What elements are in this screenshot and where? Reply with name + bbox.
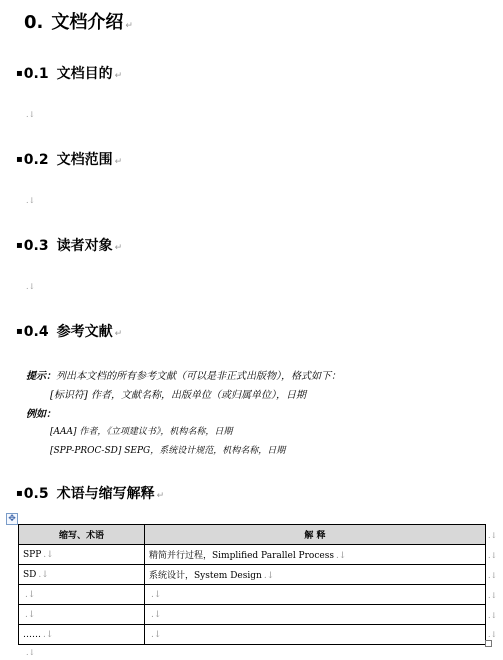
table-cell[interactable]: …… .↓	[19, 625, 145, 645]
heading-number: 0.5	[23, 486, 49, 502]
reference-hint	[26, 367, 341, 382]
table-move-handle-icon[interactable]: ✥	[6, 513, 18, 525]
doc-title-heading	[24, 8, 133, 34]
empty-paragraph-mark: .↓	[26, 648, 36, 657]
empty-paragraph-mark: .↓	[26, 196, 36, 205]
heading-title: 文档范围	[56, 152, 113, 168]
row-end-mark: .↓	[488, 571, 498, 580]
table-cell[interactable]: .↓	[19, 605, 145, 625]
section-heading-scope	[16, 149, 122, 169]
row-end-mark: .↓	[488, 611, 498, 620]
heading-number: 0.	[24, 12, 44, 33]
row-end-mark: .↓	[488, 531, 498, 540]
table-row	[19, 585, 486, 605]
table-resize-handle[interactable]	[485, 640, 492, 647]
table-cell[interactable]: SPP .↓	[19, 545, 145, 565]
table-cell[interactable]: .↓	[145, 625, 486, 645]
paragraph-mark: ↵	[125, 21, 133, 31]
section-heading-purpose	[16, 63, 122, 83]
paragraph-mark: ↵	[156, 491, 165, 501]
reference-example: [SPP-PROC-SD] SEPG，系统设计规范，机构名称，日期	[50, 446, 286, 456]
column-header-definition: 解 释	[145, 525, 486, 545]
heading-number: 0.1	[23, 66, 49, 82]
heading-title: 文档介绍	[51, 12, 124, 33]
section-heading-terms	[16, 483, 164, 503]
table-cell[interactable]: .↓	[145, 585, 486, 605]
paragraph-mark: ↵	[114, 329, 123, 339]
bullet-icon: ▪	[16, 326, 23, 337]
column-header-term: 缩写、术语	[19, 525, 145, 545]
bullet-icon: ▪	[16, 68, 23, 79]
section-heading-audience	[16, 235, 122, 255]
row-end-mark: .↓	[488, 630, 498, 639]
example-label: 例如：	[26, 409, 56, 420]
table-cell[interactable]: SD .↓	[19, 565, 145, 585]
heading-title: 术语与缩写解释	[56, 486, 155, 502]
table-row	[19, 565, 486, 585]
paragraph-mark: ↵	[114, 157, 123, 167]
hint-label: 提示：	[26, 371, 56, 382]
row-end-mark: .↓	[488, 591, 498, 600]
bullet-icon: ▪	[16, 240, 23, 251]
table-cell[interactable]: .↓	[145, 605, 486, 625]
table-row	[19, 625, 486, 645]
bullet-icon: ▪	[16, 488, 23, 499]
terms-table	[18, 524, 486, 645]
table-row	[19, 545, 486, 565]
table-cell[interactable]: 系统设计，System Design .↓	[145, 565, 486, 585]
table-row	[19, 605, 486, 625]
hint-text: 列出本文档的所有参考文献（可以是非正式出版物），格式如下：	[56, 371, 341, 382]
table-header-row	[19, 525, 486, 545]
heading-number: 0.3	[23, 238, 49, 254]
table-cell[interactable]: .↓	[19, 585, 145, 605]
section-heading-references	[16, 321, 122, 341]
heading-title: 读者对象	[56, 238, 113, 254]
heading-number: 0.2	[23, 152, 49, 168]
paragraph-mark: ↵	[114, 71, 123, 81]
empty-paragraph-mark: .↓	[26, 282, 36, 291]
heading-title: 参考文献	[56, 324, 113, 340]
reference-format-line: [标识符] 作者，文献名称，出版单位（或归属单位），日期	[50, 390, 306, 401]
table-cell[interactable]: 精简并行过程，Simplified Parallel Process .↓	[145, 545, 486, 565]
paragraph-mark: ↵	[114, 243, 123, 253]
reference-example: [AAA] 作者，《立项建议书》，机构名称，日期	[50, 427, 233, 437]
row-end-mark: .↓	[488, 551, 498, 560]
heading-number: 0.4	[23, 324, 49, 340]
bullet-icon: ▪	[16, 154, 23, 165]
heading-title: 文档目的	[56, 66, 113, 82]
empty-paragraph-mark: .↓	[26, 110, 36, 119]
